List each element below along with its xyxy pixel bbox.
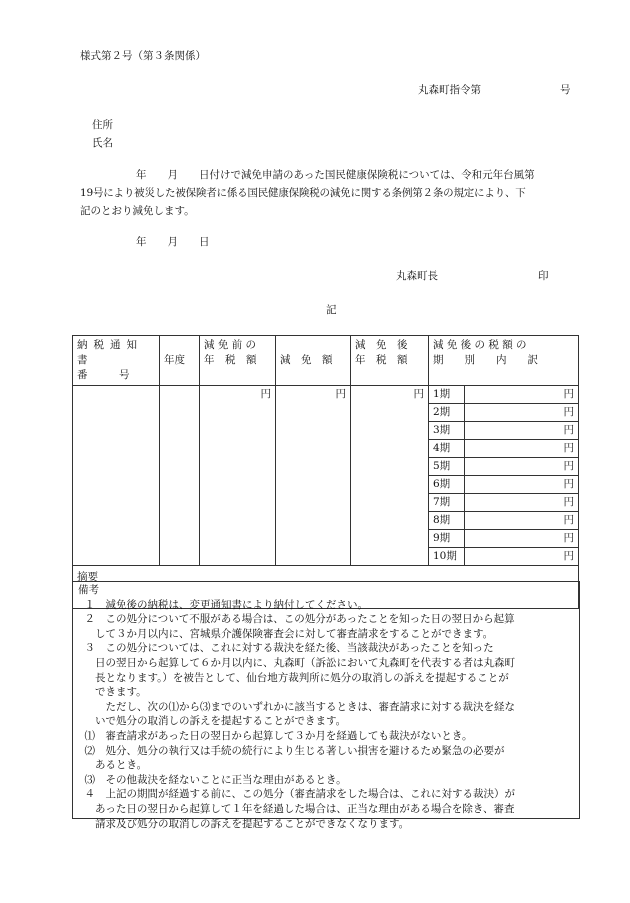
body-line: 19号により被災した被保険者に係る国民健康保険税の減免に関する条例第２条の規定により、下 xyxy=(80,187,526,199)
note-line: できます。 xyxy=(74,686,147,699)
note-line: ただし、次の⑴から⑶までのいずれかに該当するときは、審査請求に対する裁決を経な xyxy=(74,700,515,713)
issuer-title: 丸森町長 xyxy=(396,270,438,282)
doc-number-suffix: 号 xyxy=(560,84,571,96)
doc-number-prefix: 丸森町指令第 xyxy=(418,84,481,96)
header-breakdown: 減 免 後 の 税 額 の 期 別 内 訳 xyxy=(429,336,579,386)
ki-heading: 記 xyxy=(326,304,337,316)
period-label: 6期 xyxy=(429,476,465,494)
note-line: １ 減免後の納税は、変更通知書により納付してください。 xyxy=(74,598,368,611)
period-label: 8期 xyxy=(429,512,465,530)
period-amount: 円 xyxy=(465,386,579,404)
address-label: 住所 xyxy=(92,119,113,131)
period-label: 2期 xyxy=(429,404,465,422)
note-line: 請求及び処分の取消しの訴えを提起することができなくなります。 xyxy=(74,817,410,830)
table-row xyxy=(73,386,579,404)
header-before: 減 免 前 の 年 税 額 xyxy=(200,336,276,386)
note-line: あるとき。 xyxy=(74,759,148,772)
note-line: ４ 上記の期間が経過する前に、この処分（審査請求をした場合は、これに対する裁決）が xyxy=(74,788,515,801)
date-line: 年 月 日 xyxy=(136,236,210,248)
note-line: あった日の翌日から起算して１年を経過した場合は、正当な理由がある場合を除き、審査 xyxy=(74,802,515,815)
note-line: ３ この処分については、これに対する裁決を経た後、当該裁決があったことを知った xyxy=(74,642,494,655)
body-line: 記のとおり減免します。 xyxy=(80,205,195,217)
header-notice-number: 納税通知書 番 号 xyxy=(73,336,160,386)
period-label: 10期 xyxy=(429,548,465,566)
note-line: ⑴ 審査請求があった日の翌日から起算して３か月を経過しても裁決がないとき。 xyxy=(74,729,473,742)
name-label: 氏名 xyxy=(92,137,113,149)
period-amount: 円 xyxy=(465,440,579,458)
note-line: して３か月以内に、宮城県介護保険審査会に対して審査請求をすることができます。 xyxy=(74,627,494,640)
notes-content xyxy=(74,583,578,831)
cell-notice-number xyxy=(73,386,160,566)
period-label: 7期 xyxy=(429,494,465,512)
header-after: 減 免 後 年 税 額 xyxy=(351,336,429,386)
period-amount: 円 xyxy=(465,476,579,494)
form-label: 様式第２号（第３条関係） xyxy=(80,50,206,62)
note-line: 長となります。）を被告として、仙台地方裁判所に処分の取消しの訴えを提起することが xyxy=(74,671,509,684)
cell-after: 円 xyxy=(351,386,429,566)
period-amount: 円 xyxy=(465,458,579,476)
note-line: ⑶ その他裁決を経ないことに正当な理由があるとき。 xyxy=(74,773,347,786)
body-paragraph xyxy=(80,166,582,220)
period-amount: 円 xyxy=(465,512,579,530)
cell-before: 円 xyxy=(200,386,276,566)
note-line: 日の翌日から起算して６か月以内に、丸森町（訴訟において丸森町を代表する者は丸森町 xyxy=(74,656,515,669)
period-label: 4期 xyxy=(429,440,465,458)
header-reduction: 減 免 額 xyxy=(276,336,351,386)
cell-year xyxy=(160,386,200,566)
note-line: ２ この処分について不服がある場合は、この処分があったことを知った日の翌日から起算 xyxy=(74,613,515,626)
period-amount: 円 xyxy=(465,548,579,566)
period-label: 9期 xyxy=(429,530,465,548)
period-amount: 円 xyxy=(465,422,579,440)
table-header-row xyxy=(73,336,579,386)
note-line: いで処分の取消しの訴えを提起することができます。 xyxy=(74,715,347,728)
period-label: 5期 xyxy=(429,458,465,476)
body-line: 年 月 日付けで減免申請のあった国民健康保険税については、令和元年台風第 xyxy=(136,169,535,181)
remarks-cell: 摘要 xyxy=(73,566,579,609)
period-amount: 円 xyxy=(465,404,579,422)
issuer-seal: 印 xyxy=(538,270,549,282)
period-label: 1期 xyxy=(429,386,465,404)
cell-reduction: 円 xyxy=(276,386,351,566)
period-amount: 円 xyxy=(465,494,579,512)
period-label: 3期 xyxy=(429,422,465,440)
notes-title: 備考 xyxy=(78,584,99,596)
tax-table xyxy=(72,335,579,609)
note-line: ⑵ 処分、処分の執行又は手続の続行により生じる著しい損害を避けるため緊急の必要が xyxy=(74,744,505,757)
header-year: 年度 xyxy=(160,336,200,386)
period-amount: 円 xyxy=(465,530,579,548)
